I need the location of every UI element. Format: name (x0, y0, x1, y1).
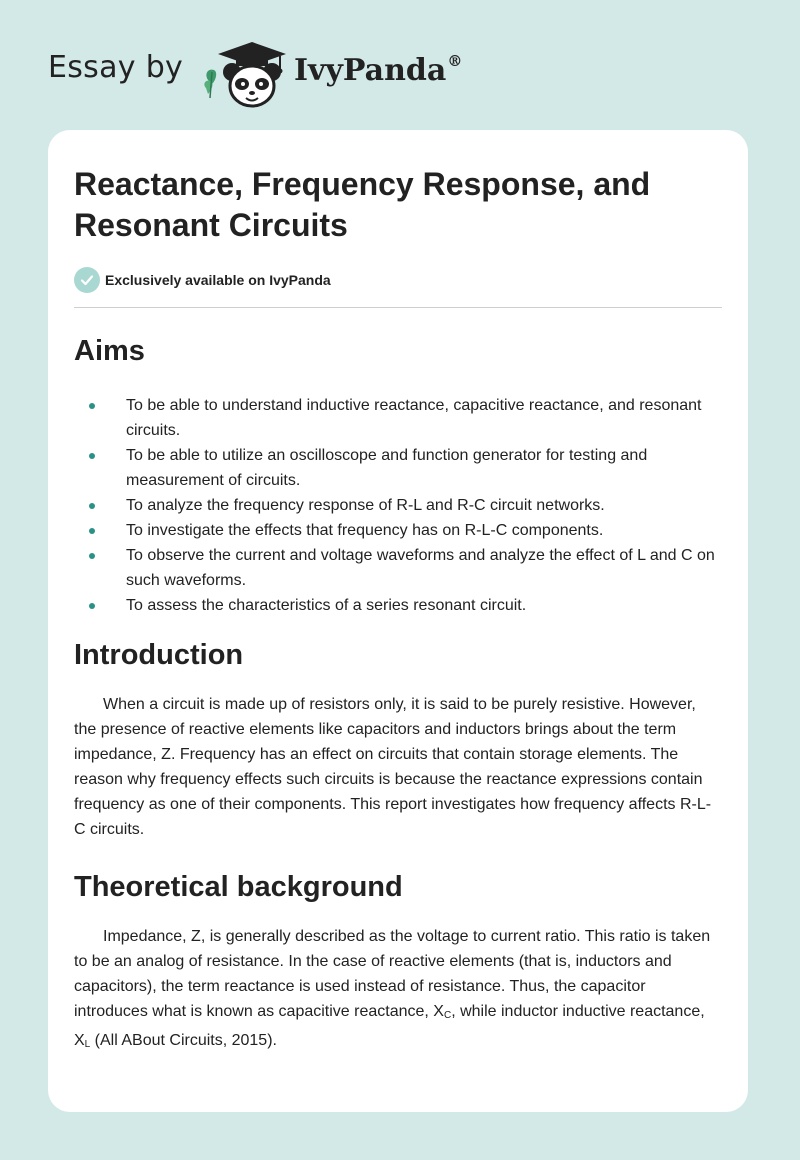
page-title: Reactance, Frequency Response, and Resonant Circuits (74, 166, 651, 243)
essay-content (74, 164, 722, 1057)
list-item: To observe the current and voltage waveforms and analyze the effect of L and C on such waveforms. (74, 543, 722, 593)
bullet-icon (89, 553, 95, 559)
list-item: To investigate the effects that frequency has on R-L-C components. (74, 518, 722, 543)
registered-mark: ® (447, 52, 463, 70)
essay-card (48, 130, 748, 1112)
bullet-icon (89, 603, 95, 609)
subscript-l: L (84, 1039, 91, 1050)
panda-graduate-icon[interactable] (200, 38, 292, 110)
list-item: To assess the characteristics of a series resonant circuit. (74, 593, 722, 618)
bullet-icon (89, 528, 95, 534)
subscript-c: C (443, 1010, 452, 1021)
check-circle-icon (74, 267, 100, 293)
section-heading-introduction: Introduction (74, 639, 244, 671)
list-item: To analyze the frequency response of R-L and R-C circuit networks. (74, 493, 722, 518)
brand-name[interactable]: IvyPanda® (294, 52, 463, 88)
exclusive-badge (74, 267, 722, 293)
list-item: To be able to understand inductive reactance, capacitive reactance, and resonant circuits. (74, 393, 722, 443)
section-heading-aims: Aims (74, 335, 145, 367)
title-divider (74, 307, 722, 308)
bullet-icon (89, 403, 95, 409)
bullet-icon (89, 453, 95, 459)
section-heading-theoretical-background: Theoretical background (74, 871, 403, 903)
site-header (0, 0, 800, 130)
exclusive-badge-text: Exclusively available on IvyPanda (105, 272, 331, 288)
bullet-icon (89, 503, 95, 509)
brand-prefix: Essay by (48, 50, 184, 85)
aims-list (74, 393, 722, 618)
list-item: To be able to utilize an oscilloscope and function generator for testing and measurement of circuits. (74, 443, 722, 493)
theory-paragraph: Impedance, Z, is generally described as the voltage to current ratio. This ratio is taken to be an analog of resistance. In the case of reactive elements (that is, inductors and capacitors), the term reactance is used instead of resistance. Thus, the capacitor introduces what is known as capacitive reactance, $X_C$, while inductor inductive reactance, $X_L$ (All ABout Circuits, 2015). (74, 928, 711, 1050)
introduction-paragraph: When a circuit is made up of resistors only, it is said to be purely resistive. However, the presence of reactive elements like capacitors and inductors brings about the term impedance, Z. Frequency has an effect on circuits that contain storage elements. The reason why frequency effects such circuits is because the reactance expressions contain frequency as one of their components. This report investigates how frequency affects R-L-C circuits. (74, 696, 712, 838)
